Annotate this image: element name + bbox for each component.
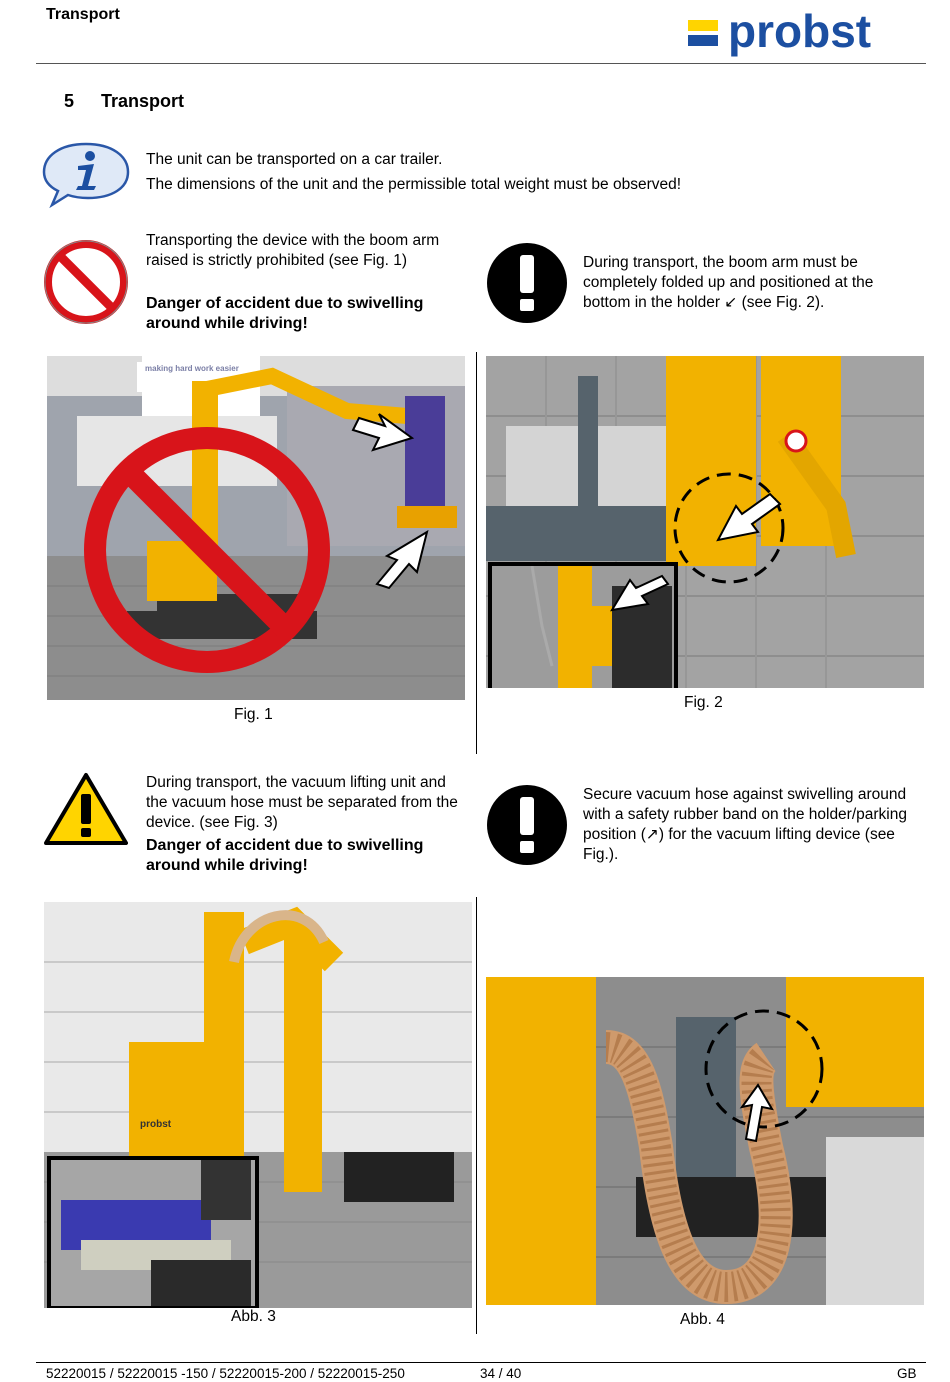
footer-page-number: 34 / 40: [480, 1366, 522, 1381]
block2-right-text: Secure vacuum hose against swivelling around with a safety rubber band on the holder/parking position (↗) for the vacuum lifting device (see Fig.).: [583, 786, 907, 863]
info-line-1: The unit can be transported on a car trailer.: [146, 151, 443, 168]
block1-left-text: Transporting the device with the boom arm raised is strictly prohibited (see Fig. 1): [146, 232, 440, 269]
fig2-caption: Fig. 2: [684, 694, 723, 711]
section-number: 5: [64, 91, 75, 111]
exclamation-icon: [486, 784, 568, 866]
info-icon: [42, 140, 130, 208]
probst-logo: [688, 8, 920, 58]
block2-left-text: During transport, the vacuum lifting unit and the vacuum hose must be separated from the device. (see Fig. 3): [146, 774, 458, 831]
fig3-caption: Abb. 3: [231, 1308, 276, 1325]
fig3-brand-mark: probst: [140, 1119, 172, 1130]
fig1-photo: [47, 356, 465, 700]
fig1-sign-text: making hard work easier: [145, 364, 239, 373]
fig3-photo: [44, 902, 472, 1308]
logo-wordmark: probst: [728, 8, 872, 57]
header-title: Transport: [46, 6, 120, 23]
fig3-inset: [47, 1156, 259, 1308]
section-title: Transport: [101, 91, 185, 111]
block1-left-warning: Danger of accident due to swivelling around while driving!: [146, 295, 424, 332]
fig1-caption: Fig. 1: [234, 706, 273, 723]
prohibition-icon: [44, 240, 128, 324]
footer-rule: [36, 1362, 926, 1363]
fig2-inset: [488, 562, 678, 688]
info-line-2: The dimensions of the unit and the permissible total weight must be observed!: [146, 176, 682, 193]
block2-left-warning: Danger of accident due to swivelling around while driving!: [146, 837, 424, 874]
block1-right-text: During transport, the boom arm must be completely folded up and positioned at the bottom in the holder ↙ (see Fig. 2).: [583, 254, 874, 311]
exclamation-icon: [486, 242, 568, 324]
column-divider: [476, 897, 477, 1334]
footer-models: 52220015 / 52220015 -150 / 52220015-200 / 52220015-250: [46, 1366, 405, 1381]
footer-language: GB: [897, 1366, 917, 1381]
fig4-caption: Abb. 4: [680, 1311, 725, 1328]
header-rule: [36, 63, 926, 64]
fig4-photo: [486, 977, 924, 1305]
fig2-photo: [486, 356, 924, 688]
warning-triangle-icon: [44, 772, 128, 846]
column-divider: [476, 352, 477, 754]
